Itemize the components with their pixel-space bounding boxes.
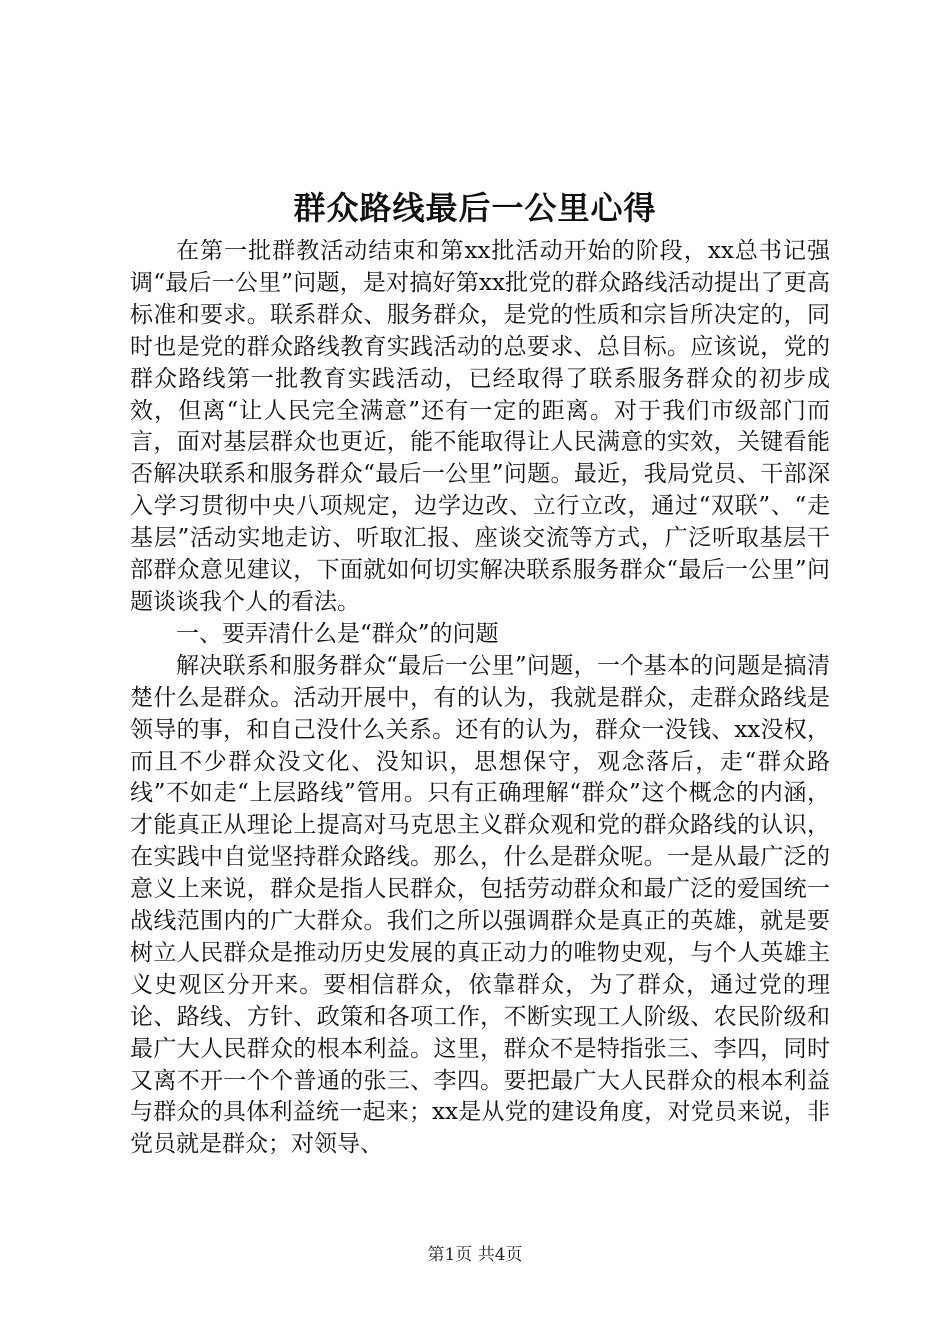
document-title: 群众路线最后一公里心得 (293, 189, 657, 227)
body-paragraph: 解决联系和服务群众“最后一公里”问题，一个基本的问题是搞清楚什么是群众。活动开展中，有的认为，我就是群众，走群众路线是领导的事，和自己没什么关系。还有的认为，群众一没钱、xx没权，而且不少群众没文化、没知识，思想保守，观念落后，走“群众路线”不如走“上层路线”管用。只有正确理解“群众”这个概念的内涵，才能真正从理论上提高对马克思主义群众观和党的群众路线的认识，在实践中自觉坚持群众路线。那么，什么是群众呢。一是从最广泛的意义上来说，群众是指人民群众，包括劳动群众和最广泛的爱国统一战线范围内的广大群众。我们之所以强调群众是真正的英雄，就是要树立人民群众是推动历史发展的真正动力的唯物史观，与个人英雄主义史观区分开来。要相信群众，依靠群众，为了群众，通过党的理论、路线、方针、政策和各项工作，不断实现工人阶级、农民阶级和最广大人民群众的根本利益。这里，群众不是特指张三、李四，同时又离不开一个个普通的张三、李四。要把最广大人民群众的根本利益与群众的具体利益统一起来；xx是从党的建设角度，对党员来说，非党员就是群众；对领导、 (130, 652, 830, 1158)
body-paragraph: 在第一批群教活动结束和第xx批活动开始的阶段，xx总书记强调“最后一公里”问题，是对搞好第xx批党的群众路线活动提出了更高标准和要求。联系群众、服务群众，是党的性质和宗旨所决定的，同时也是党的群众路线教育实践活动的总要求、总目标。应该说，党的群众路线第一批教育实践活动，已经取得了联系服务群众的初步成效，但离“让人民完全满意”还有一定的距离。对于我们市级部门而言，面对基层群众也更近，能不能取得让人民满意的实效，关键看能否解决联系和服务群众“最后一公里”问题。最近，我局党员、干部深入学习贯彻中央八项规定，边学边改、立行立改，通过“双联”、“走基层”活动实地走访、听取汇报、座谈交流等方式，广泛听取基层干部群众意见建议，下面就如何切实解决联系服务群众“最后一公里”问题谈谈我个人的看法。 (130, 238, 830, 615)
page-number-footer: 第1页 共4页 (427, 1245, 523, 1265)
document-body (130, 236, 830, 1161)
section-heading: 一、要弄清什么是“群众”的问题 (176, 620, 499, 647)
